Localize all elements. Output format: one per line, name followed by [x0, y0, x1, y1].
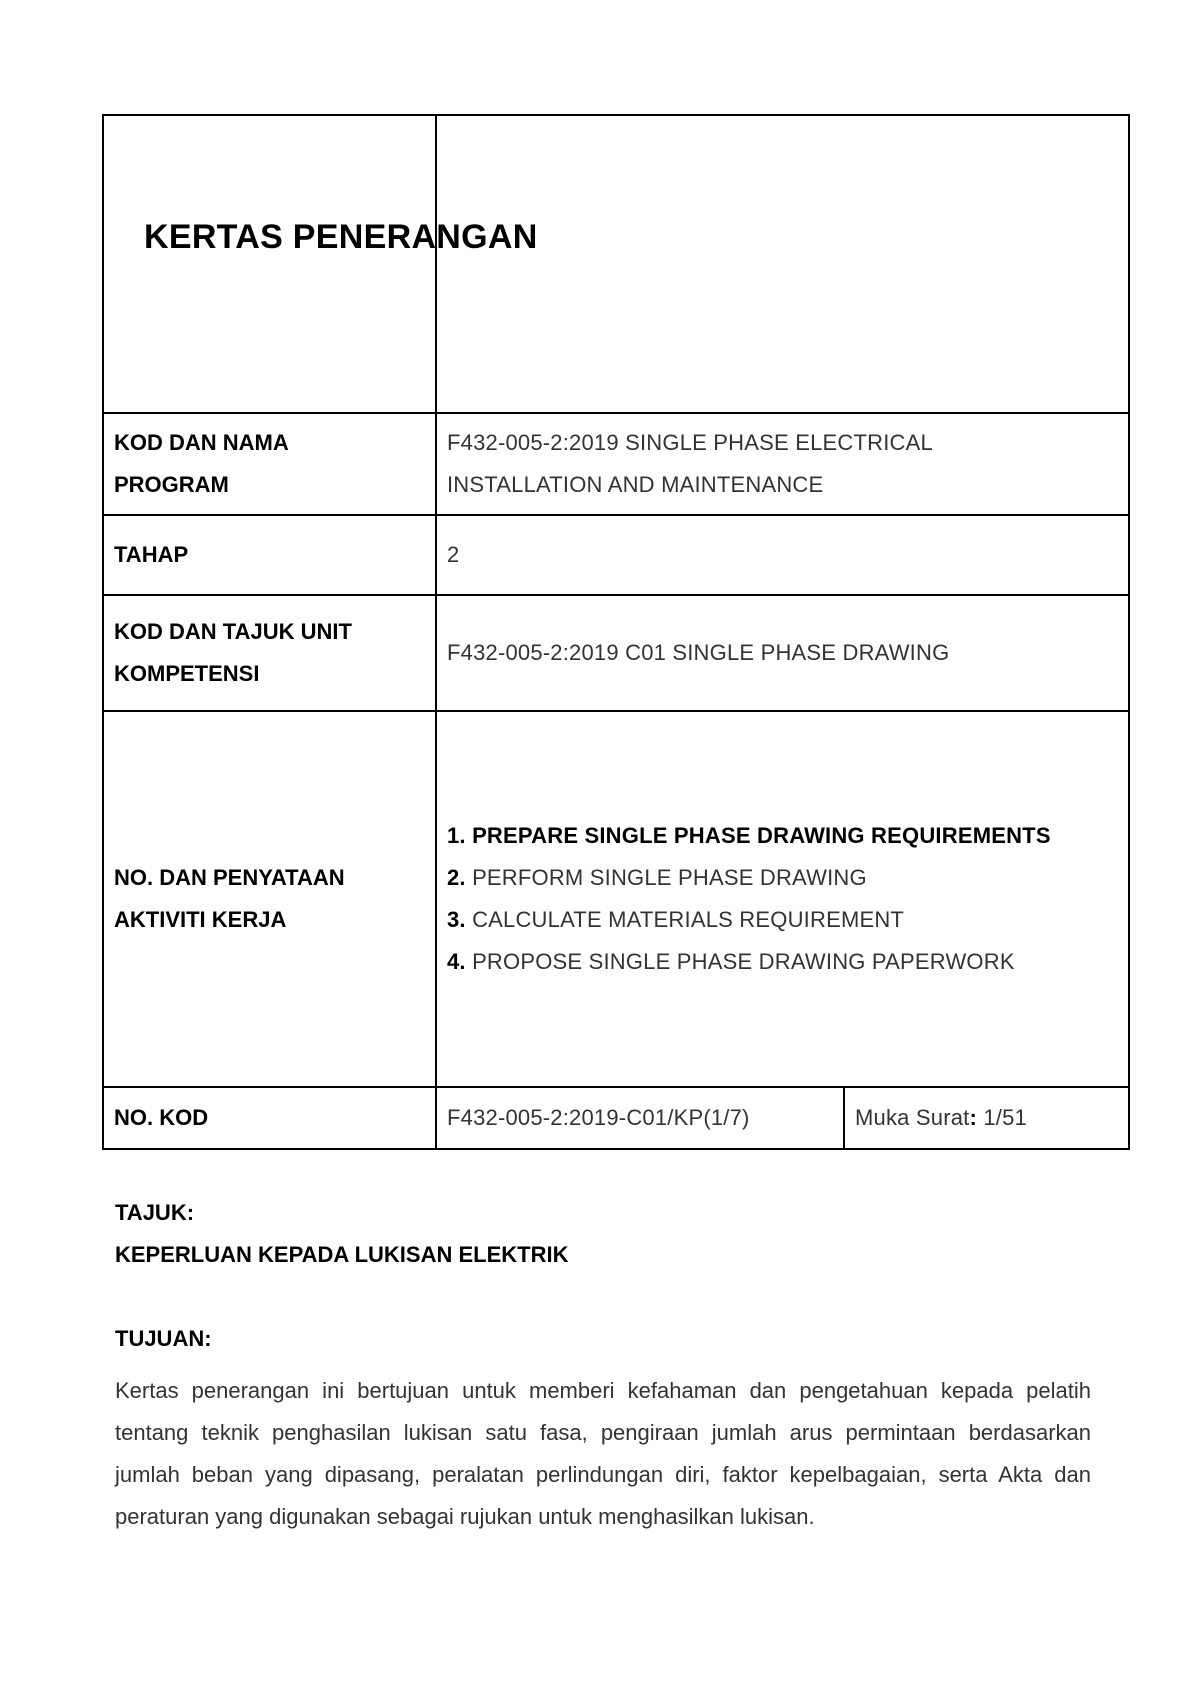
tujuan-body: Kertas penerangan ini bertujuan untuk memberi kefahaman dan pengetahuan kepada pelatih tentang teknik penghasilan lukisan satu fasa, pengiraan jumlah arus permintaan berdasarkan jumlah beban yang dipasang, peralatan perlindungan diri, faktor kepelbagaian, serta Akta dan peraturan yang digunakan sebagai rujukan untuk menghasilkan lukisan. — [115, 1378, 1091, 1529]
tajuk-heading: TAJUK: — [115, 1200, 195, 1225]
aktiviti-item: 1. PREPARE SINGLE PHASE DRAWING REQUIREMENTS — [447, 823, 1051, 848]
tahap-label: TAHAP — [103, 515, 436, 595]
aktiviti-list — [447, 815, 1118, 983]
program-row — [103, 413, 1129, 515]
title-cell-blank — [436, 115, 1129, 413]
tajuk-title: KEPERLUAN KEPADA LUKISAN ELEKTRIK — [115, 1242, 569, 1267]
tajuk-section — [115, 1192, 1091, 1276]
aktiviti-item: 3. CALCULATE MATERIALS REQUIREMENT — [447, 907, 905, 932]
tujuan-heading: TUJUAN: — [115, 1326, 212, 1351]
kod-row — [103, 1087, 1129, 1149]
info-table — [102, 114, 1130, 1150]
tahap-value: 2 — [436, 515, 1129, 595]
title-row — [103, 115, 1129, 413]
tahap-row — [103, 515, 1129, 595]
aktiviti-row — [103, 711, 1129, 1087]
aktiviti-value — [436, 711, 1129, 1087]
kod-label: NO. KOD — [103, 1087, 436, 1149]
unit-row — [103, 595, 1129, 711]
kod-value: F432-005-2:2019-C01/KP(1/7) — [436, 1087, 844, 1149]
title-cell — [103, 115, 538, 413]
tujuan-section — [115, 1318, 1091, 1538]
document-title: KERTAS PENERANGAN — [144, 218, 538, 256]
page-number: Muka Surat: 1/51 — [844, 1087, 1129, 1149]
program-label: KOD DAN NAMA PROGRAM — [103, 413, 436, 515]
unit-label: KOD DAN TAJUK UNIT KOMPETENSI — [103, 595, 436, 711]
aktiviti-item: 4. PROPOSE SINGLE PHASE DRAWING PAPERWORK — [447, 949, 1015, 974]
aktiviti-item: 2. PERFORM SINGLE PHASE DRAWING — [447, 865, 867, 890]
aktiviti-label: NO. DAN PENYATAAN AKTIVITI KERJA — [103, 711, 436, 1087]
unit-value: F432-005-2:2019 C01 SINGLE PHASE DRAWING — [436, 595, 1129, 711]
program-value: F432-005-2:2019 SINGLE PHASE ELECTRICAL INSTALLATION AND MAINTENANCE — [436, 413, 1129, 515]
